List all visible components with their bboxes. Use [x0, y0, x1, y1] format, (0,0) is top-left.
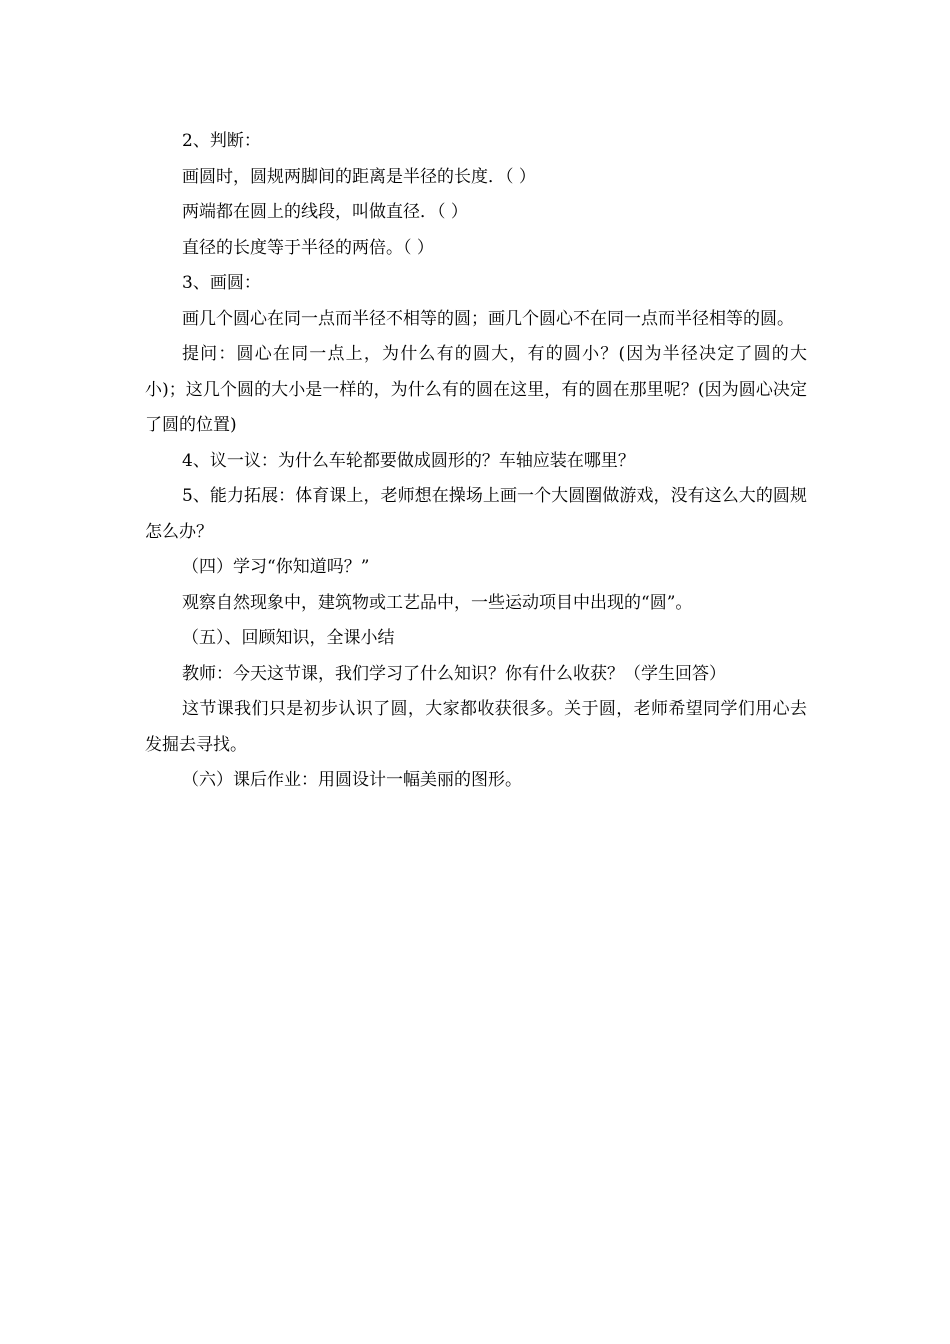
question-paragraph: 提问：圆心在同一点上，为什么有的圆大，有的圆小？(因为半径决定了圆的大小)；这几个圆的大小是一样的，为什么有的圆在这里，有的圆在那里呢？(因为圆心决定了圆的位置) — [145, 344, 807, 435]
judge-item-1: 画圆时，圆规两脚间的距离是半径的长度．（ ） — [182, 166, 536, 187]
judge-item-2: 两端都在圆上的线段，叫做直径．（ ） — [182, 202, 468, 222]
section-five-heading: （五）、回顾知识，全课小结 — [182, 628, 395, 648]
document-body — [145, 124, 807, 799]
heading-draw-circle: 3、画圆： — [182, 273, 261, 293]
discussion-paragraph: 4、议一议：为什么车轮都要做成圆形的？车轴应装在哪里？ — [182, 450, 635, 471]
observation-paragraph: 观察自然现象中，建筑物或工艺品中，一些运动项目中出现的“圆”。 — [182, 592, 693, 613]
judge-item-3: 直径的长度等于半径的两倍。（ ） — [182, 237, 434, 258]
homework-paragraph: （六）课后作业：用圆设计一幅美丽的图形。 — [182, 770, 522, 790]
teacher-question-paragraph: 教师：今天这节课，我们学习了什么知识？你有什么收获？（学生回答） — [182, 663, 726, 684]
extension-paragraph: 5、能力拓展：体育课上，老师想在操场上画一个大圆圈做游戏，没有这么大的圆规怎么办？ — [145, 486, 807, 542]
summary-paragraph: 这节课我们只是初步认识了圆，大家都收获很多。关于圆，老师希望同学们用心去发掘去寻找。 — [145, 699, 807, 755]
section-four-heading: （四）学习“你知道吗？” — [182, 557, 370, 577]
heading-judge: 2、判断： — [182, 131, 261, 151]
draw-circle-instructions: 画几个圆心在同一点而半径不相等的圆；画几个圆心不在同一点而半径相等的圆。 — [182, 308, 794, 329]
